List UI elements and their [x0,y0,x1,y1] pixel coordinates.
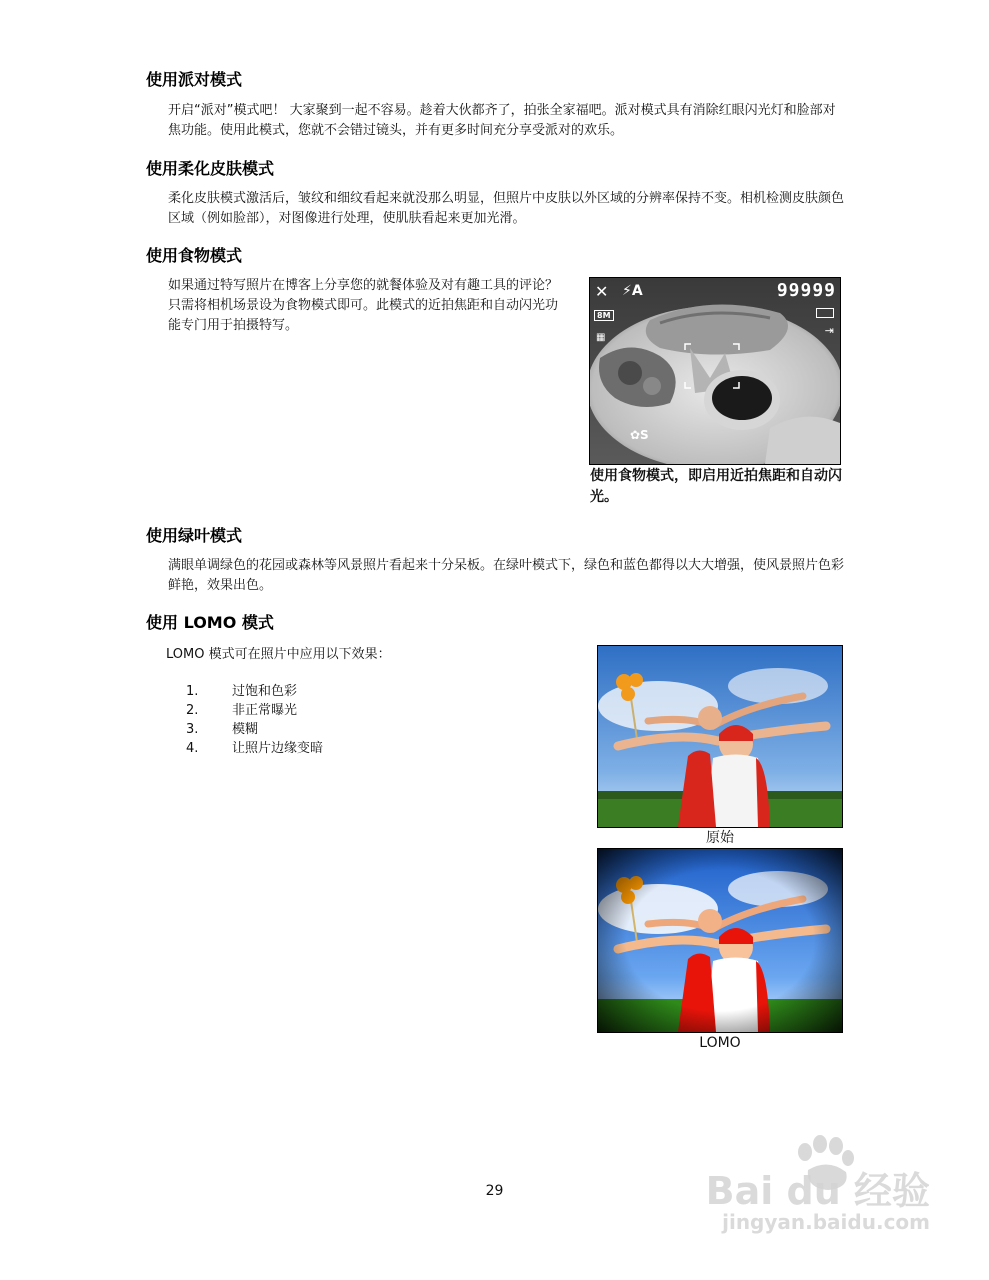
quality-icon: ▦ [596,332,606,343]
list-item: 2. 非正常曝光 [186,703,298,718]
watermark-url: jingyan.baidu.com [722,1210,930,1234]
caption-original: 原始 [706,830,734,846]
food-photo [590,278,840,464]
lomo-effects-list [186,682,323,758]
lomo-original-photo [597,645,843,828]
section-title-lomo: 使用 LOMO 模式 [146,613,274,632]
section-body-party: 开启“派对”模式吧！ 大家聚到一起不容易。趁着大伙都齐了，拍张全家福吧。派对模式具有消除红眼闪光灯和脸部对焦功能。使用此模式，您就不会错过镜头，并有更多时间充分享受派对的欢乐。 [168,103,836,138]
macro-icon: ✿S [630,428,649,442]
section-body-soft-skin: 柔化皮肤模式激活后，皱纹和细纹看起来就没那么明显，但照片中皮肤以外区域的分辨率保持不变。相机检测皮肤颜色区域（例如脸部），对图像进行处理，使肌肤看起来更加光滑。 [168,191,845,226]
battery-icon [816,308,834,318]
list-item: 4. 让照片边缘变暗 [186,741,324,756]
food-mode-camera-screen [589,277,841,465]
section-body-foliage: 满眼单调绿色的花园或森林等风景照片看起来十分呆板。在绿叶模式下，绿色和蓝色都得以大大增强，使风景照片色彩鲜艳，效果出色。 [168,558,845,593]
section-body-food: 如果通过特写照片在博客上分享您的就餐体验及对有趣工具的评论？ 只需将相机场景设为食物模式即可。此模式的近拍焦距和自动闪光功能专门用于拍摄特写。 [168,278,559,333]
food-mode-icon: ✕ [595,282,609,301]
baidu-watermark [700,1130,950,1250]
list-item: 3. 模糊 [186,722,259,737]
watermark-brand: Bai du 经验 [705,1169,930,1213]
shot-count: 99999 [776,280,836,301]
auto-flash-icon: ⚡A [622,283,643,299]
lomo-intro: LOMO 模式可在照片中应用以下效果： [166,647,391,662]
list-item: 1. 过饱和色彩 [186,684,298,699]
section-title-food: 使用食物模式 [146,246,243,265]
food-image-caption: 使用食物模式，即启用近拍焦距和自动闪光。 [590,468,842,505]
section-title-foliage: 使用绿叶模式 [146,526,243,545]
section-title-soft-skin: 使用柔化皮肤模式 [146,159,275,178]
caption-lomo: LOMO [699,1035,741,1051]
section-title-party: 使用派对模式 [146,70,243,89]
storage-icon: ⇥ [824,324,834,337]
lomo-effect-photo [597,848,843,1033]
page-number: 29 [485,1183,504,1199]
resolution-badge: 8M [594,310,614,321]
